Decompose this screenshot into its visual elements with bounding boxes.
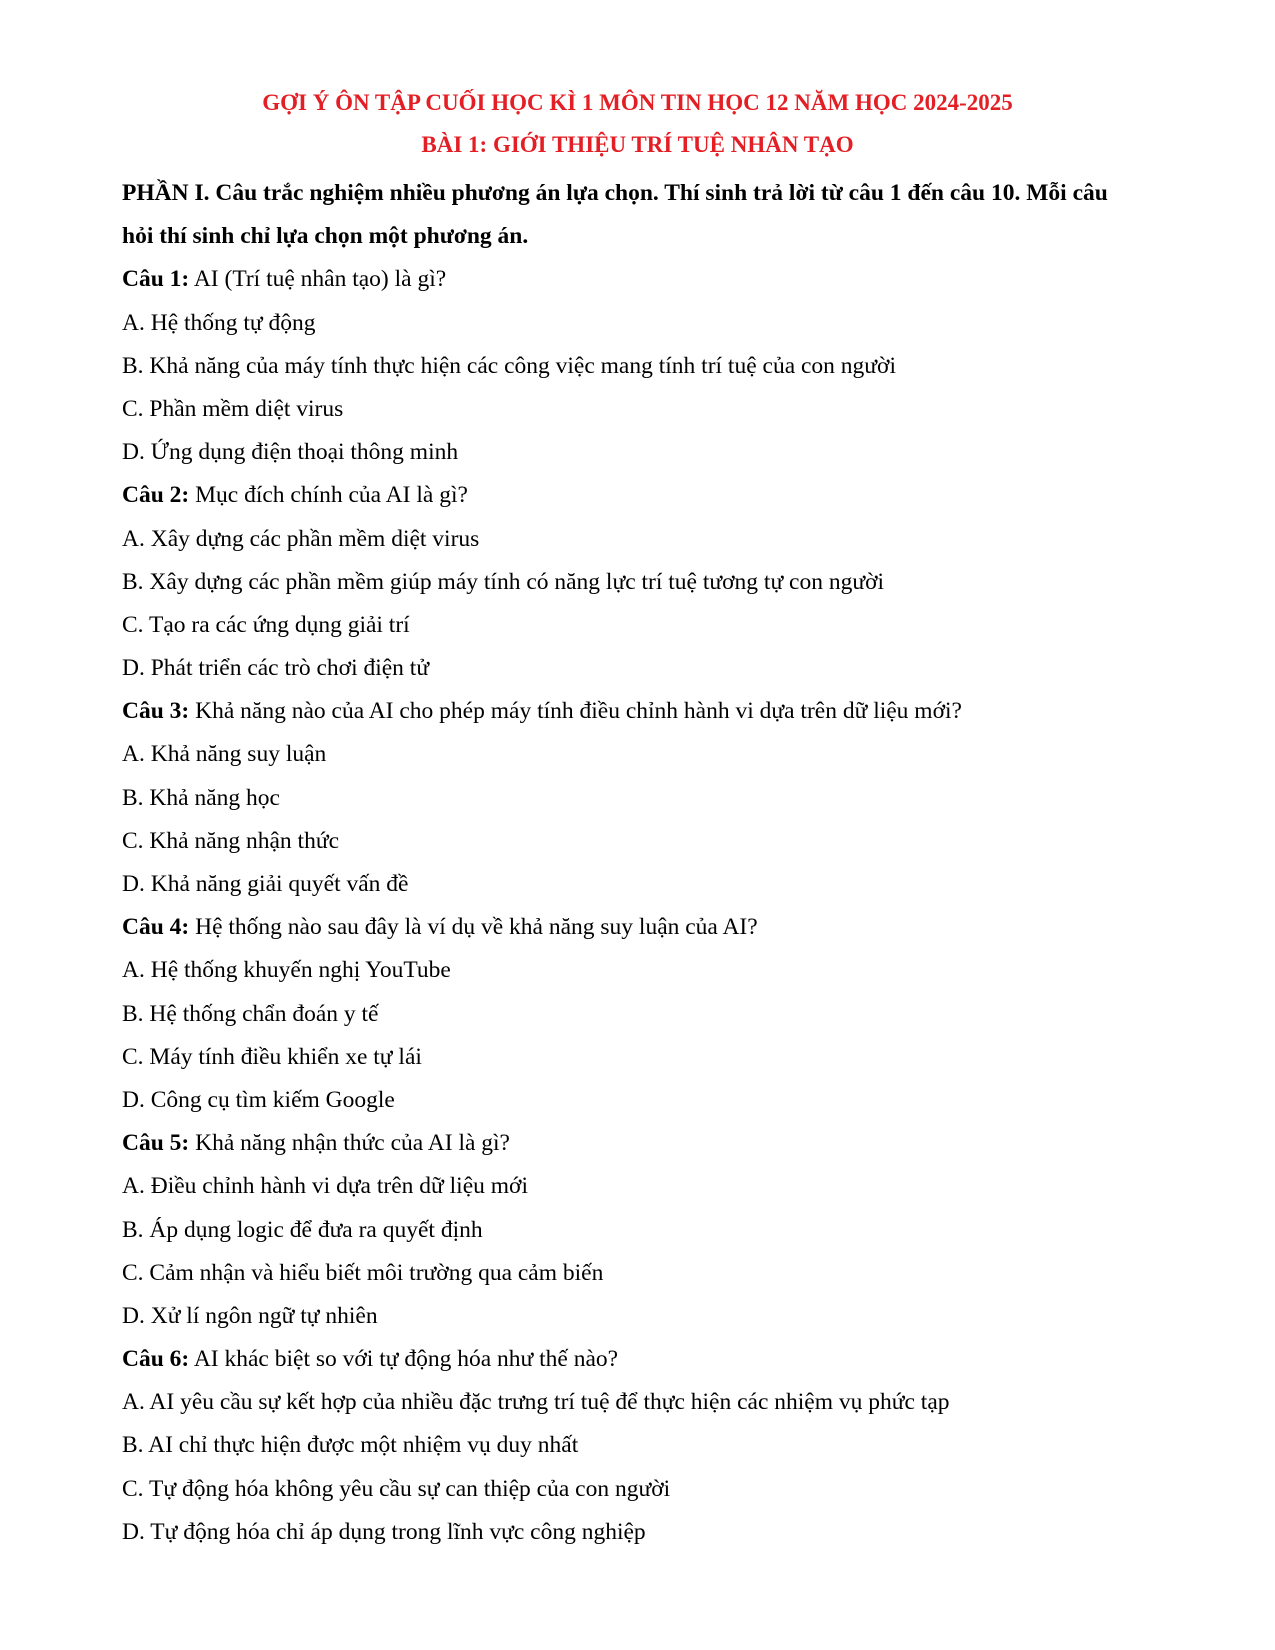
question-block (122, 1338, 1182, 1554)
question-text: Khả năng nhận thức của AI là gì? (189, 1130, 510, 1157)
answer-option: A. Khả năng suy luận (122, 741, 327, 768)
answer-option: A. Xây dựng các phần mềm diệt virus (122, 525, 480, 552)
answer-option: B. Xây dựng các phần mềm giúp máy tính có năng lực trí tuệ tương tự con người (122, 568, 885, 595)
answer-option: B. Khả năng học (122, 784, 280, 811)
question-block (122, 690, 1182, 906)
answer-option: A. Điều chỉnh hành vi dựa trên dữ liệu mới (122, 1173, 528, 1200)
question-label: Câu 6: (122, 1346, 190, 1373)
answer-option: B. AI chỉ thực hiện được một nhiệm vụ duy nhất (122, 1432, 579, 1459)
question-text: Hệ thống nào sau đây là ví dụ về khả năng suy luận của AI? (189, 914, 758, 941)
question-block (122, 258, 1182, 474)
answer-option: B. Khả năng của máy tính thực hiện các công việc mang tính trí tuệ của con người (122, 352, 896, 379)
question-text: Mục đích chính của AI là gì? (189, 482, 468, 509)
answer-option: C. Tạo ra các ứng dụng giải trí (122, 611, 410, 638)
question-block (122, 906, 1182, 1122)
question-label: Câu 2: (122, 482, 190, 509)
question-block (122, 1122, 1182, 1338)
answer-option: C. Phần mềm diệt virus (122, 395, 344, 422)
answer-option: B. Hệ thống chẩn đoán y tế (122, 1000, 379, 1027)
question-stem (122, 906, 1182, 949)
question-stem (122, 1338, 1182, 1381)
answer-option: D. Ứng dụng điện thoại thông minh (122, 439, 459, 466)
question-label: Câu 4: (122, 914, 190, 941)
question-block (122, 474, 1182, 690)
question-text: Khả năng nào của AI cho phép máy tính điều chỉnh hành vi dựa trên dữ liệu mới? (189, 698, 962, 725)
answer-option: C. Cảm nhận và hiểu biết môi trường qua cảm biến (122, 1259, 604, 1286)
question-stem (122, 1122, 1182, 1165)
answer-option: C. Tự động hóa không yêu cầu sự can thiệp của con người (122, 1475, 671, 1502)
answer-option: C. Máy tính điều khiển xe tự lái (122, 1043, 422, 1070)
answer-option: D. Phát triển các trò chơi điện tử (122, 655, 430, 682)
answer-option: A. AI yêu cầu sự kết hợp của nhiều đặc trưng trí tuệ để thực hiện các nhiệm vụ phức tạp (122, 1389, 950, 1416)
answer-option: D. Khả năng giải quyết vấn đề (122, 871, 409, 897)
section-instruction-line-1: PHẦN I. Câu trắc nghiệm nhiều phương án lựa chọn. Thí sinh trả lời từ câu 1 đến câu 10. Mỗi câu (122, 180, 1108, 206)
answer-option: A. Hệ thống tự động (122, 309, 316, 336)
question-label: Câu 3: (122, 698, 190, 725)
question-stem (122, 690, 1182, 733)
question-text: AI khác biệt so với tự động hóa như thế nào? (189, 1346, 619, 1373)
document-title: GỢI Ý ÔN TẬP CUỐI HỌC KÌ 1 MÔN TIN HỌC 12 NĂM HỌC 2024-2025 (262, 90, 1013, 115)
answer-option: D. Tự động hóa chỉ áp dụng trong lĩnh vực công nghiệp (122, 1518, 646, 1545)
section-instruction-line-2: hỏi thí sinh chỉ lựa chọn một phương án. (122, 223, 529, 250)
question-label: Câu 5: (122, 1130, 190, 1157)
answer-option: B. Áp dụng logic để đưa ra quyết định (122, 1216, 483, 1243)
answer-option: C. Khả năng nhận thức (122, 827, 340, 854)
question-stem (122, 258, 1182, 301)
answer-option: D. Công cụ tìm kiếm Google (122, 1086, 395, 1113)
answer-option: D. Xử lí ngôn ngữ tự nhiên (122, 1302, 378, 1329)
lesson-title: BÀI 1: GIỚI THIỆU TRÍ TUỆ NHÂN TẠO (421, 132, 854, 157)
document-body (122, 172, 1182, 1554)
question-text: AI (Trí tuệ nhân tạo) là gì? (189, 266, 447, 293)
question-label: Câu 1: (122, 266, 190, 293)
answer-option: A. Hệ thống khuyến nghị YouTube (122, 957, 451, 984)
question-stem (122, 474, 1182, 517)
